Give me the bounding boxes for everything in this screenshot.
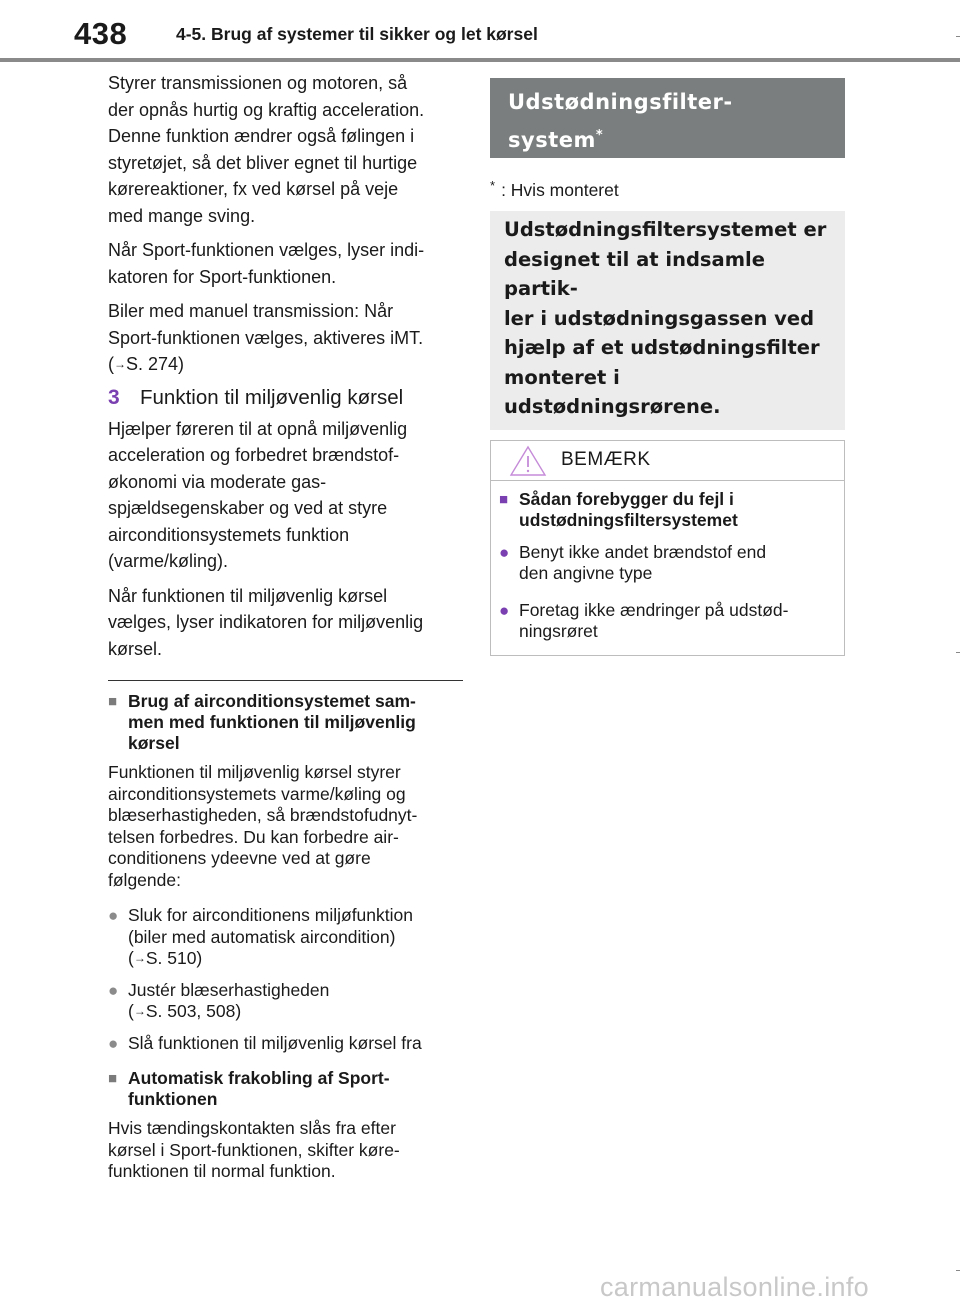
eco-indicator-paragraph: Når funktionen til miljøvenlig kørsel vælges, lyser indikatoren for miljøvenlig kørsel.: [108, 585, 424, 659]
circle-bullet-icon: ●: [499, 542, 510, 562]
item-number: 3: [108, 385, 120, 409]
header-rule: [0, 58, 960, 62]
crop-mark: [956, 36, 960, 37]
arrow-right-icon: →: [133, 951, 146, 965]
left-column: [108, 70, 463, 1197]
crop-mark: [956, 652, 960, 653]
item-title: Funktion til miljøvenlig kørsel: [140, 385, 404, 409]
arrow-right-icon: →: [133, 1004, 146, 1018]
square-bullet-icon: ■: [108, 1070, 118, 1087]
circle-bullet-icon: ●: [108, 980, 119, 1000]
ac-body: Funktionen til miljøvenlig kørsel styrer airconditionsystemets varme/køling og blæserhastigheden, så brændstofudnyt- telsen forbedres. Du kan forbedre air- conditionens ydeevne ved at gøre følgende:: [108, 762, 418, 890]
notice-title: BEMÆRK: [561, 448, 651, 470]
page-reference-link[interactable]: (→S. 503, 508): [128, 1001, 242, 1021]
manual-transmission-paragraph: Biler med manuel transmission: Når Sport-funktionen vælges, aktiveres iMT. (→S. 274): [108, 298, 463, 378]
circle-bullet-icon: ●: [499, 600, 510, 620]
footnote: * : Hvis monteret: [490, 178, 619, 200]
arrow-right-icon: →: [114, 357, 126, 371]
circle-bullet-icon: ●: [108, 906, 119, 925]
square-bullet-icon: ■: [108, 693, 118, 710]
section-divider: [108, 680, 463, 681]
list-item: ● Justér blæserhastigheden (→S. 503, 508): [108, 979, 330, 1021]
page-header: [0, 0, 960, 62]
summary-box: Udstødningsfiltersystemet er designet til at indsamle partik- ler i udstødningsgassen ved hjælp af et udstødningsfilter monteret i udstødningsrørene.: [490, 211, 845, 430]
watermark: carmanualsonline.info: [600, 1272, 869, 1301]
crop-mark: [956, 1270, 960, 1271]
notice-box: [490, 440, 845, 656]
eco-paragraph: Hjælper føreren til at opnå miljøvenlig acceleration og forbedret brændstof- økonomi via moderate gas- spjældsegenskaber og ved at styre airconditionsystemets funktion (varme/køling).: [108, 418, 408, 571]
notice-body: [491, 481, 844, 655]
list-item: ● Foretag ikke ændringer på udstød- ningsrøret: [499, 599, 789, 641]
notice-header: [491, 441, 844, 481]
exhaust-filter-title-box: Udstødningsfilter- system*: [490, 78, 845, 158]
section-title: 4-5. Brug af systemer til sikker og let kørsel: [176, 24, 538, 44]
right-column: [490, 78, 845, 656]
sport-indicator-paragraph: Når Sport-funktionen vælges, lyser indi- katoren for Sport-funktionen.: [108, 240, 425, 287]
square-bullet-icon: ■: [499, 490, 509, 508]
list-item: ● Slå funktionen til miljøvenlig kørsel fra: [108, 1032, 422, 1053]
list-item: ● Sluk for airconditionens miljøfunktion (biler med automatisk aircondition) (→S. 510): [108, 905, 413, 968]
circle-bullet-icon: ●: [108, 1033, 119, 1053]
page-number: 438: [74, 16, 128, 51]
ac-subheading: ■ Brug af airconditionsystemet sam- men med funktionen til miljøvenlig kørsel: [108, 691, 416, 753]
auto-subheading: ■ Automatisk frakobling af Sport- funktionen: [108, 1068, 390, 1109]
warning-triangle-icon: [509, 445, 547, 477]
auto-body: Hvis tændingskontakten slås fra efter kørsel i Sport-funktionen, skifter køre- funktionen til normal funktion.: [108, 1118, 400, 1181]
page-reference-link[interactable]: (→S. 510): [128, 948, 203, 968]
notice-subheading: ■ Sådan forebygger du fejl i udstødningsfiltersystemet: [499, 488, 738, 530]
intro-paragraph: Styrer transmissionen og motoren, så der opnås hurtig og kraftig acceleration. Denne funktion ændrer også følingen i styretøjet, så det bliver egnet til hurtige kørereaktioner, fx ved kørsel på veje med mange sving.: [108, 73, 425, 226]
list-item: ● Benyt ikke andet brændstof end den angivne type: [499, 541, 767, 583]
numbered-heading-3: [108, 386, 463, 410]
page-reference-link[interactable]: (→S. 274): [108, 354, 185, 374]
